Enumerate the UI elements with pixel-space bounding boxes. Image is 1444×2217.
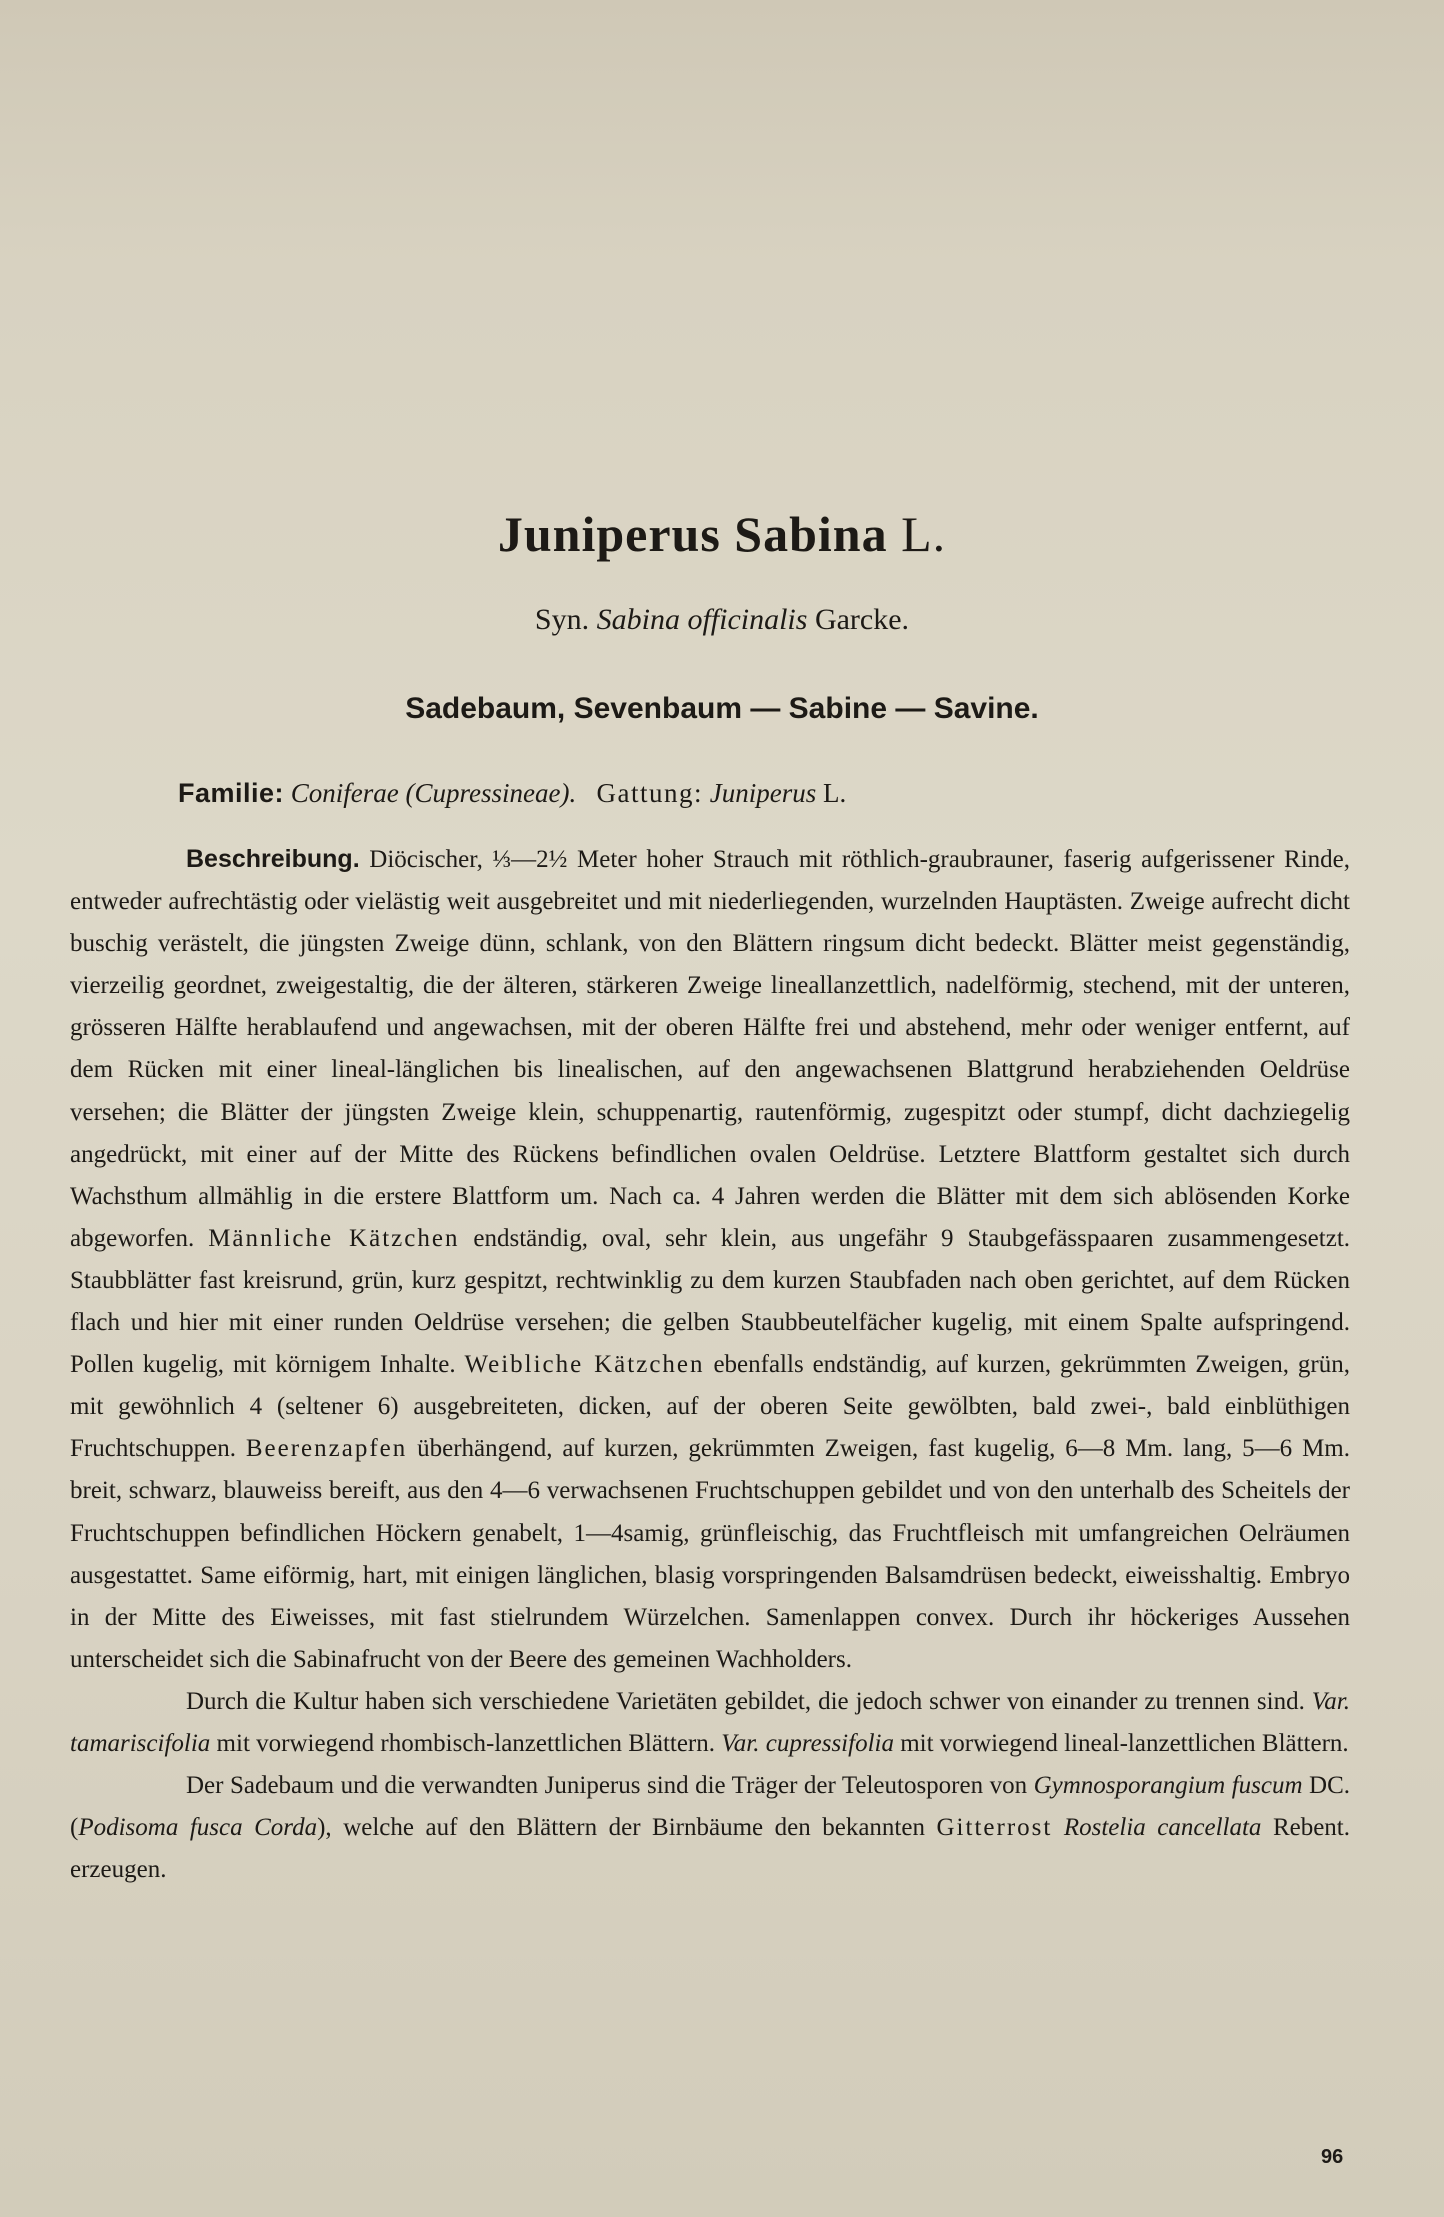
description-paragraph bbox=[70, 838, 1350, 1681]
description-text-3: ebenfalls endständig, auf kurzen, gekrümmten Zweigen, grün, mit gewöhnlich 4 (seltener 6) ausgebreiteten, dicken, auf der oberen Seite gewölbten, bald zwei-, bald einblüthigen Fruchtschuppen. bbox=[70, 1351, 1351, 1463]
body-text bbox=[70, 838, 1350, 1891]
variety-2-name: Var. cupressifolia bbox=[721, 1729, 894, 1757]
page-title bbox=[0, 505, 1444, 563]
female-catkins-label: Weibliche Kätzchen bbox=[464, 1351, 705, 1379]
male-catkins-label: Männliche Kätzchen bbox=[208, 1224, 460, 1252]
rust-label: Gitterrost bbox=[936, 1814, 1053, 1842]
taxonomy-line bbox=[178, 778, 846, 809]
description-text-4: überhängend, auf kurzen, gekrümmten Zweigen, fast kugelig, 6—8 Mm. lang, 5—6 Mm. breit, schwarz, blauweiss bereift, aus den 4—6 verwachsenen Fruchtschuppen gebildet und von den unterhalb des Scheitels der Fruchtschuppen befindlichen Höckern genabelt, 1—4samig, grünfleischig, das Fruchtfleisch mit umfangreichen Oelräumen ausgestattet. Same eiförmig, hart, mit einigen länglichen, blasig vorspringenden Balsamdrüsen bedeckt, eiweisshaltig. Embryo in der Mitte des Eiweisses, mit fast stielrundem Würzelchen. Samenlappen convex. Durch ihr höckeriges Aussehen unterscheidet sich die Sabinafrucht von der Beere des gemeinen Wachholders. bbox=[70, 1435, 1350, 1673]
rust-paragraph bbox=[70, 1765, 1350, 1891]
synonym-prefix: Syn. bbox=[534, 603, 590, 636]
family-value: Coniferae (Cupressineae). bbox=[290, 778, 577, 808]
variety-2-text: mit vorwiegend lineal-lanzettlichen Blättern. bbox=[900, 1729, 1349, 1757]
rust-text-2: ), welche auf den Blättern der Birnbäume den bekannten bbox=[317, 1814, 925, 1842]
varieties-paragraph bbox=[70, 1681, 1350, 1765]
rust-author-1: DC. ( bbox=[70, 1772, 1351, 1842]
title-species: Juniperus Sabina bbox=[497, 506, 888, 562]
synonym-line bbox=[0, 603, 1444, 637]
variety-1-text: mit vorwiegend rhombisch-lanzettlichen Blättern. bbox=[216, 1729, 716, 1757]
berry-cones-label: Beerenzapfen bbox=[245, 1435, 408, 1463]
rust-species-1: Gymnosporangium fuscum bbox=[1033, 1772, 1303, 1800]
synonym-name: Sabina officinalis bbox=[596, 603, 808, 636]
title-author: L. bbox=[901, 506, 947, 562]
genus-label: Gattung: bbox=[596, 778, 703, 808]
rust-species-2: Podisoma fusca Corda bbox=[78, 1814, 318, 1842]
rust-text-3: Rebent. erzeugen. bbox=[70, 1814, 1351, 1884]
page-number: 96 bbox=[1321, 2146, 1344, 2168]
description-text-1: Diöcischer, ⅓—2½ Meter hoher Strauch mit röthlich-graubrauner, faserig aufgerissener Rinde, entweder aufrechtästig oder vielästig weit ausgebreitet und mit niederliegenden, wurzelnden Hauptästen. Zweige aufrecht dicht buschig verästelt, die jüngsten Zweige dünn, schlank, von den Blättern ringsum dicht bedeckt. Blätter meist gegenständig, vierzeilig geordnet, zweigestaltig, die der älteren, stärkeren Zweige lineallanzettlich, nadelförmig, stechend, mit der unteren, grösseren Hälfte herablaufend und angewachsen, mit der oberen Hälfte frei und abstehend, mehr oder weniger entfernt, auf dem Rücken mit einer lineal-länglichen bis linealischen, auf den angewachsenen Blattgrund herabziehenden Oeldrüse versehen; die Blätter der jüngsten Zweige klein, schuppenartig, rautenförmig, zugespitzt oder stumpf, dicht dachziegelig angedrückt, mit einer auf der Mitte des Rückens befindlichen ovalen Oeldrüse. Letztere Blattform gestaltet sich durch Wachsthum allmählig in die erstere Blattform um. Nach ca. 4 Jahren werden die Blätter mit dem sich ablösenden Korke abgeworfen. bbox=[70, 846, 1351, 1252]
description-text-2: endständig, oval, sehr klein, aus ungefähr 9 Staubgefässpaaren zusammengesetzt. Staubblätter fast kreisrund, grün, kurz gespitzt, rechtwinklig zu dem kurzen Staubfaden nach oben gerichtet, auf dem Rücken flach und hier mit einer runden Oeldrüse versehen; die gelben Staubbeutelfächer kugelig, mit einem Spalte aufspringend. Pollen kugelig, mit körnigem Inhalte. bbox=[70, 1224, 1351, 1379]
common-names: Sadebaum, Sevenbaum — Sabine — Savine. bbox=[405, 692, 1039, 725]
variety-1-name: Var. tamariscifolia bbox=[70, 1687, 1351, 1757]
rust-text-1: Der Sadebaum und die verwandten Juniperus sind die Träger der Teleutosporen von bbox=[186, 1772, 1028, 1800]
rust-species-3: Rostelia cancellata bbox=[1063, 1814, 1262, 1842]
genus-value: Juniperus bbox=[709, 778, 817, 808]
description-heading: Beschreibung. bbox=[186, 845, 360, 873]
family-label: Familie: bbox=[178, 778, 285, 808]
varieties-intro: Durch die Kultur haben sich verschiedene Varietäten gebildet, die jedoch schwer von einander zu trennen sind. bbox=[186, 1687, 1305, 1715]
synonym-author: Garcke. bbox=[814, 603, 910, 636]
genus-author: L. bbox=[822, 778, 847, 808]
